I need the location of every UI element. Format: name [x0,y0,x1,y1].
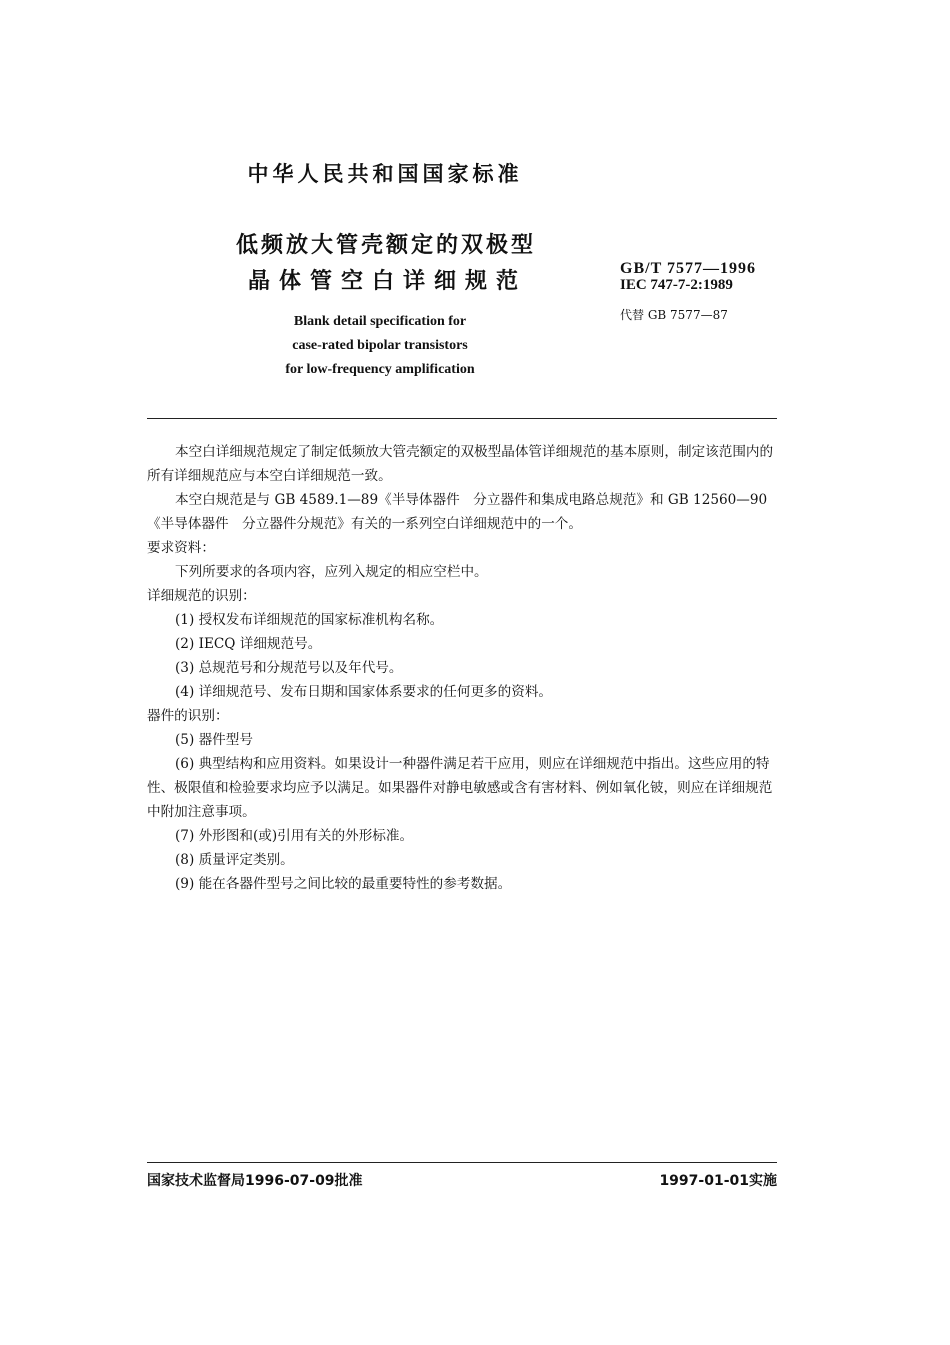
footer-divider [147,1162,777,1163]
chinese-title-line-2: 晶体管空白详细规范 [248,269,528,294]
required-info-heading: 要求资料： [147,540,215,556]
list-item: (7) 外形图和(或)引用有关的外形标准。 [175,828,414,844]
list-item: (4) 详细规范号、发布日期和国家体系要求的任何更多的资料。 [175,684,553,700]
list-item: (6) 典型结构和应用资料。如果设计一种器件满足若干应用，则应在详细规范中指出。这些应用的特性、极限值和检验要求均应予以满足。如果器件对静电敏感或含有害材料、例如氧化铍，则应在详细规范中附加注意事项。 [147,756,773,820]
required-info-text: 下列所要求的各项内容，应列入规定的相应空栏中。 [175,564,488,580]
scope-paragraph: 本空白详细规范规定了制定低频放大管壳额定的双极型晶体管详细规范的基本原则，制定该范围内的所有详细规范应与本空白详细规范一致。 [147,444,774,484]
replaces-standard: 代替 GB 7577—87 [620,308,728,322]
list-item: (8) 质量评定类别。 [175,852,294,868]
chinese-title-line-1: 低频放大管壳额定的双极型 [236,233,537,258]
header-divider [147,418,777,419]
spec-identification-heading: 详细规范的识别： [147,588,256,604]
english-title [230,310,530,382]
related-spec-paragraph: 本空白规范是与 GB 4589.1—89《半导体器件 分立器件和集成电路总规范》和 GB 12560—90《半导体器件 分立器件分规范》有关的一系列空白详细规范中的一个。 [147,492,768,532]
standard-number: GB/T 7577—1996 [620,260,756,277]
standard-number-block [620,261,756,323]
english-title-line-3: for low-frequency amplification [285,362,475,377]
list-item: (1) 授权发布详细规范的国家标准机构名称。 [175,612,444,628]
list-item: (5) 器件型号 [175,732,253,748]
effective-date: 1997-01-01实施 [659,1173,777,1189]
device-identification-heading: 器件的识别： [147,708,229,724]
english-title-line-1: Blank detail specification for [293,314,467,329]
national-standard-heading: 中华人民共和国国家标准 [247,162,523,186]
list-item: (9) 能在各器件型号之间比较的最重要特性的参考数据。 [175,876,512,892]
english-title-line-2: case-rated bipolar transistors [292,338,468,353]
list-item: (2) IECQ 详细规范号。 [175,636,322,652]
iec-number: IEC 747-7-2:1989 [620,277,733,293]
list-item: (3) 总规范号和分规范号以及年代号。 [175,660,403,676]
approval-date: 国家技术监督局1996-07-09批准 [147,1173,363,1189]
document-body [147,440,777,896]
